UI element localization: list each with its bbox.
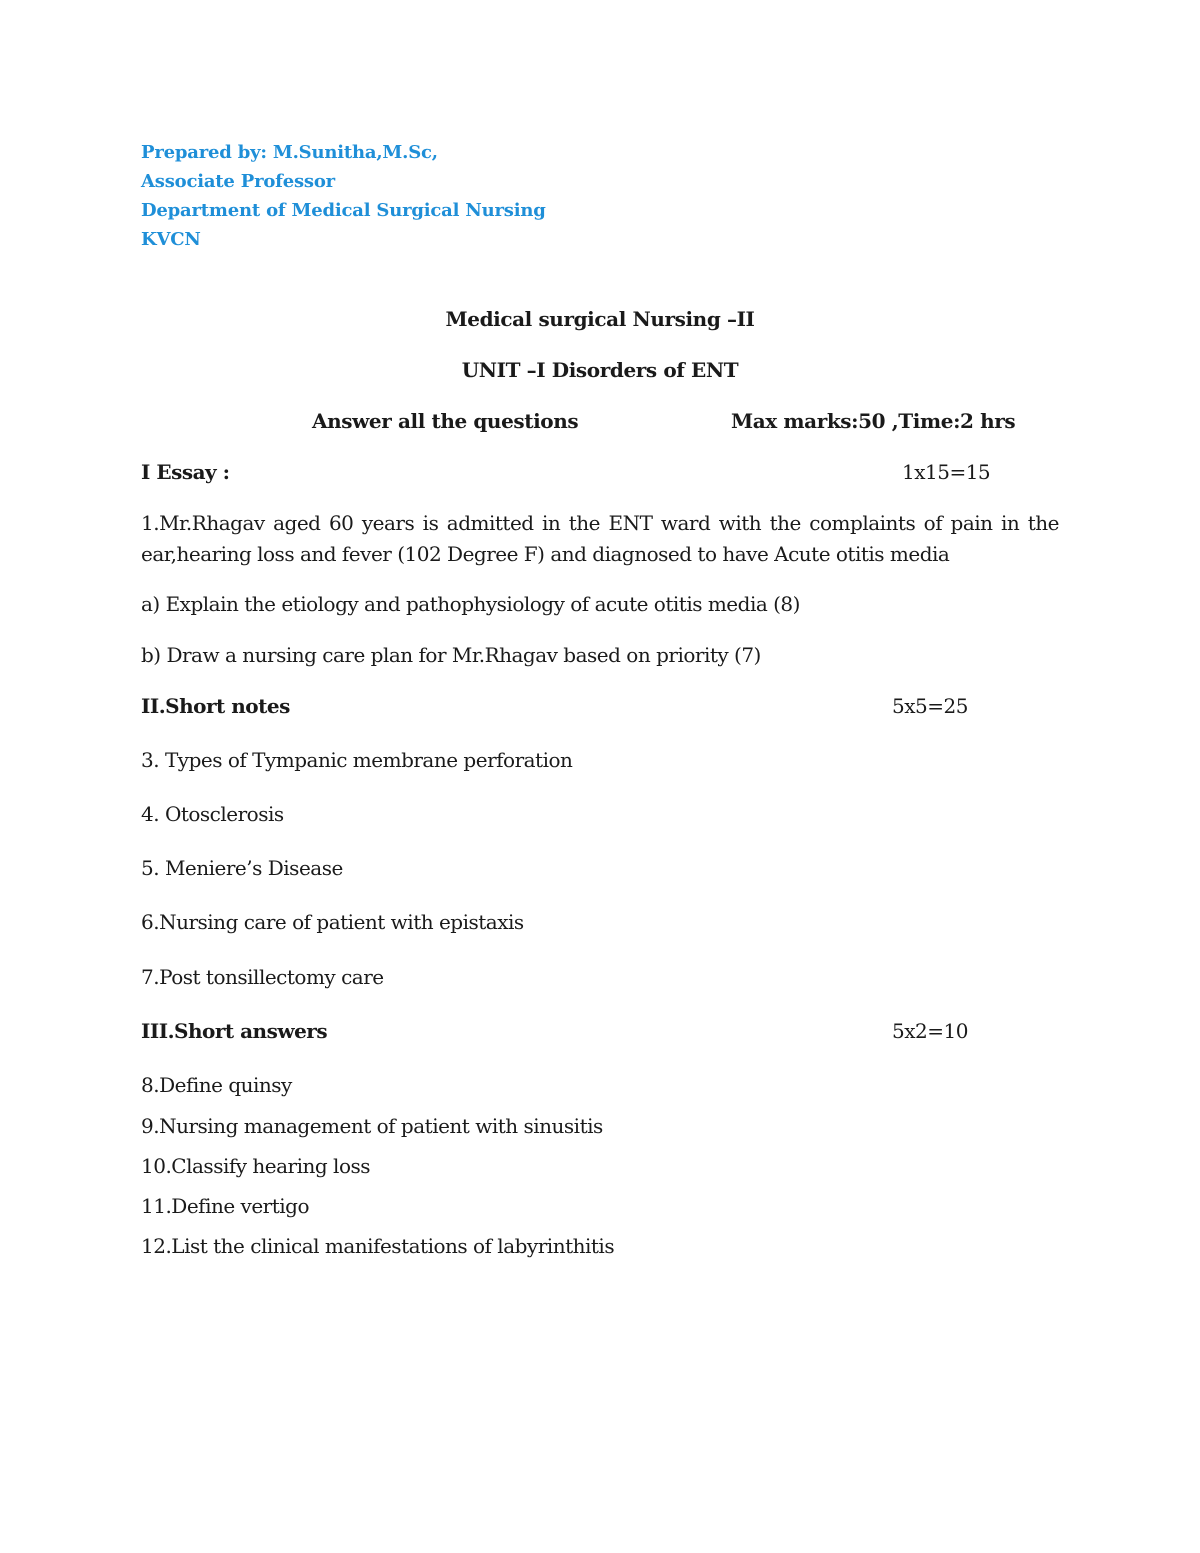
list-item: 12.List the clinical manifestations of labyrinthitis [141, 1234, 615, 1258]
list-item: 5. Meniere’s Disease [141, 856, 343, 880]
section-3-heading: III.Short answers [141, 1019, 328, 1043]
course-title: Medical surgical Nursing –II [445, 307, 755, 331]
section-2-heading: II.Short notes [141, 694, 290, 718]
question-1-part-b: b) Draw a nursing care plan for Mr.Rhagav based on priority (7) [141, 643, 761, 667]
list-item: 8.Define quinsy [141, 1073, 292, 1097]
max-marks: Max marks:50 ,Time:2 hrs [731, 409, 1016, 433]
section-2-marks: 5x5=25 [892, 694, 968, 718]
prepared-by: Prepared by: M.Sunitha,M.Sc, [141, 142, 438, 163]
list-item: 7.Post tonsillectomy care [141, 965, 384, 989]
list-item: 6.Nursing care of patient with epistaxis [141, 910, 524, 934]
institution: KVCN [141, 229, 201, 250]
list-item: 11.Define vertigo [141, 1194, 310, 1218]
department: Department of Medical Surgical Nursing [141, 200, 546, 221]
list-item: 9.Nursing management of patient with sinusitis [141, 1114, 603, 1138]
section-1-heading: I Essay : [141, 460, 230, 484]
section-1-marks: 1x15=15 [902, 460, 991, 484]
question-1-intro: 1.Mr.Rhagav aged 60 years is admitted in the ENT ward with the complaints of pain in the ear,hearing loss and fever (102 Degree F) and diagnosed to have Acute otitis media [141, 511, 1059, 566]
designation: Associate Professor [141, 171, 335, 192]
instructions: Answer all the questions [312, 409, 579, 433]
unit-title: UNIT –I Disorders of ENT [461, 358, 739, 382]
list-item: 10.Classify hearing loss [141, 1154, 371, 1178]
question-1-part-a: a) Explain the etiology and pathophysiology of acute otitis media (8) [141, 592, 800, 616]
section-3-marks: 5x2=10 [892, 1019, 968, 1043]
list-item: 4. Otosclerosis [141, 802, 284, 826]
list-item: 3. Types of Tympanic membrane perforation [141, 748, 573, 772]
